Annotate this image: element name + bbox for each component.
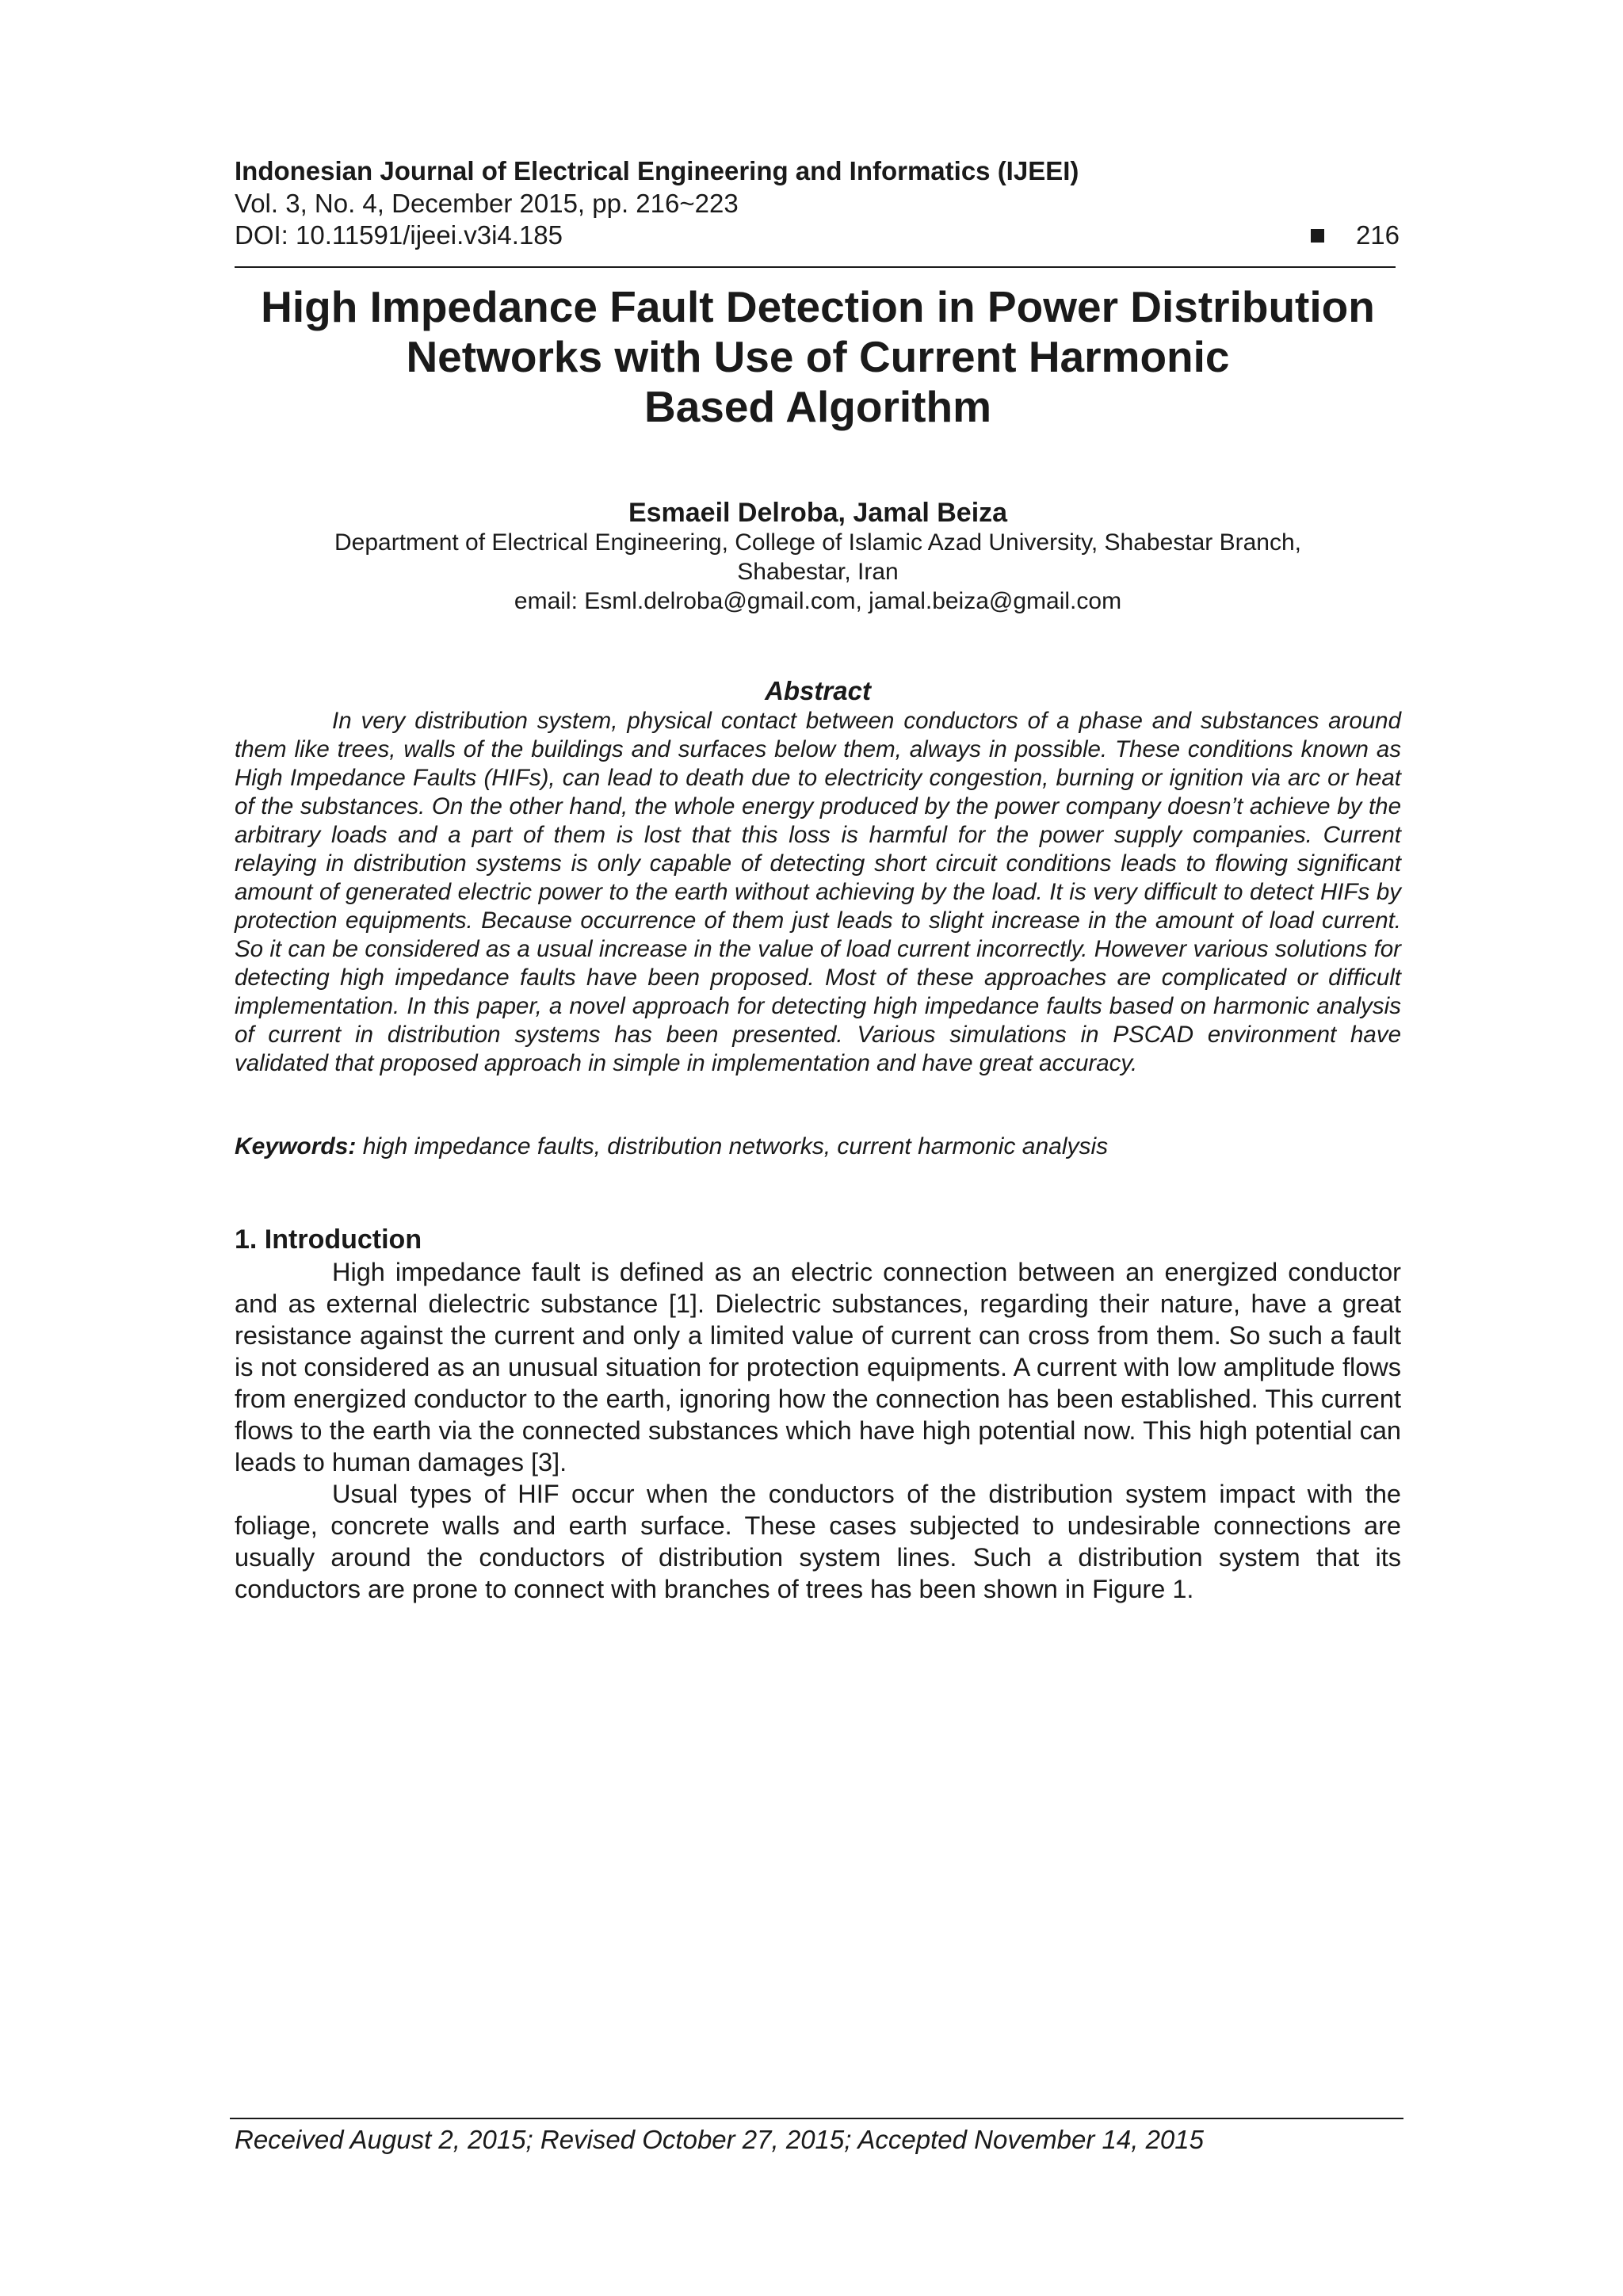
author-email-line: email: Esml.delroba@gmail.com, jamal.beiza@gmail.com [514, 588, 1122, 614]
keywords [235, 1132, 1401, 1162]
submission-dates: Received August 2, 2015; Revised October 27, 2015; Accepted November 14, 2015 [235, 2125, 1204, 2154]
black-square-icon [1311, 229, 1324, 243]
page-number: 216 [1355, 220, 1400, 250]
keywords-text: high impedance faults, distribution networks, current harmonic analysis [356, 1133, 1109, 1159]
journal-doi-line: DOI: 10.11591/ijeei.v3i4.185 [235, 220, 563, 250]
paper-title-line-3: Based Algorithm [643, 382, 991, 431]
author-names: Esmaeil Delroba, Jamal Beiza [628, 498, 1008, 528]
paper-title [235, 282, 1401, 432]
page-number-block [1311, 220, 1400, 251]
abstract-heading: Abstract [765, 676, 871, 705]
paper-title-line-2: Networks with Use of Current Harmonic [406, 332, 1230, 381]
introduction-heading: 1. Introduction [235, 1224, 422, 1255]
affiliation-line-2: Shabestar, Iran [737, 559, 899, 585]
abstract-text: In very distribution system, physical contact between conductors of a phase and substances around them like trees, walls of the buildings and surfaces below them, always in possible. These conditions known as High Impedance Faults (HIFs), can lead to death due to electricity congestion, burning or ignition via arc or heat of the substances. On the other hand, the whole energy produced by the power company doesn’t achieve by the arbitrary loads and a part of them is lost that this loss is harmful for the power supply companies. Current relaying in distribution systems is only capable of detecting short circuit conditions leads to flowing significant amount of generated electric power to the earth without achieving by the load. It is very difficult to detect HIFs by protection equipments. Because occurrence of them just leads to slight increase in the amount of load current. So it can be considered as a usual increase in the value of load current incorrectly. However various solutions for detecting high impedance faults have been proposed. Most of these approaches are complicated or difficult implementation. In this paper, a novel approach for detecting high impedance faults based on harmonic analysis of current in distribution systems has been presented. Various simulations in PSCAD environment have validated that proposed approach in simple in implementation and have great accuracy. [235, 708, 1401, 1076]
header-divider [235, 266, 1396, 268]
journal-volume-line: Vol. 3, No. 4, December 2015, pp. 216~223 [235, 189, 739, 218]
affiliation-line-1: Department of Electrical Engineering, College of Islamic Azad University, Shabestar Branch, [334, 529, 1302, 556]
paper-title-line-1: High Impedance Fault Detection in Power Distribution [261, 282, 1375, 331]
introduction-paragraph-1: High impedance fault is defined as an electric connection between an energized conductor and as external dielectric substance [1]. Dielectric substances, regarding their nature, have a great resistance against the current and only a limited value of current can cross from them. So such a fault is not considered as an unusual situation for protection equipments. A current with low amplitude flows from energized conductor to the earth, ignoring how the connection has been established. This current flows to the earth via the connected substances which have high potential now. This high potential can leads to human damages [3]. [235, 1258, 1401, 1477]
introduction-paragraph-2: Usual types of HIF occur when the conductors of the distribution system impact with the foliage, concrete walls and earth surface. These cases subjected to undesirable connections are usually around the conductors of distribution system lines. Such a distribution system that its conductors are prone to connect with branches of trees has been shown in Figure 1. [235, 1480, 1401, 1603]
author-affiliation [235, 528, 1401, 616]
keywords-label: Keywords: [235, 1133, 357, 1159]
footer-divider [230, 2118, 1403, 2119]
journal-name: Indonesian Journal of Electrical Engineering and Informatics (IJEEI) [235, 156, 1079, 185]
